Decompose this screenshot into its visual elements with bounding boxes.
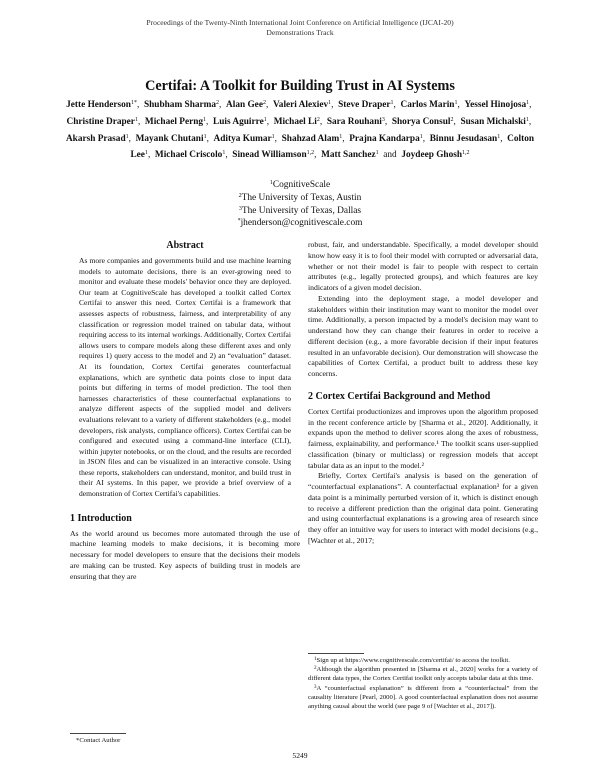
footnote: $^1$Sign up at https://www.cognitivescale.com/certifai/ to access the toolkit. (314, 657, 510, 664)
author: Sinead Williamson$^{1,2}$ (232, 150, 315, 161)
contact-footnote-block (70, 733, 300, 745)
section-2-heading: 2 Cortex Certifai Background and Method (308, 390, 491, 402)
author: Prajna Kandarpa$^1$ (349, 133, 423, 144)
author: Christine Draper$^1$ (66, 116, 138, 127)
author: Jette Henderson$^{1*}$ (66, 100, 137, 110)
paragraph: robust, fair, and understandable. Specifically, a model developer should know how easy it is to fool their model with corrupted or adversarial data, whether or not their model is fair to people with respect to certain attributes (e.g., legally protected groups), and which features are key indicators of a given model decision. (308, 240, 538, 292)
author: Alan Gee$^2$ (226, 100, 266, 110)
footnote-rule (308, 653, 364, 654)
author: Colton Lee$^1$ (130, 133, 535, 161)
contact-footnote: *Contact Author (76, 737, 121, 744)
paragraph: Cortex Certifai productionizes and improves upon the algorithm proposed in the recent conference article by [Sharma et al., 2020]. Additionally, it expands upon the method to deliver scores along the axes of robustness, fairness, explainability, and performance.¹ The toolkit scans user-supplied classification (binary or multiclass) or regression models that accept tabular data as an input to the model.² (308, 406, 538, 470)
author: Matt Sanchez$^1$ (321, 150, 379, 161)
author: Akarsh Prasad$^1$ (65, 133, 129, 144)
author: Sara Rouhani$^3$ (326, 116, 385, 127)
author: Binnu Jesudasan$^1$ (429, 133, 501, 144)
author: Michael Perng$^1$ (144, 116, 207, 127)
page-header (0, 18, 600, 38)
page-number: 5249 (292, 751, 308, 760)
introduction-text: As the world around us becomes more automated through the use of machine learning models to make decisions, it is becoming more necessary for model developers to ensure that the decisions their models are making can be trusted. Key aspects of building trust in models are ensuring that they are (70, 528, 300, 581)
paper-title: Certifai: A Toolkit for Building Trust in AI Systems (145, 78, 455, 94)
contact-email: *jhenderson@cognitivescale.com (237, 218, 363, 228)
author: Michael Li$^2$ (273, 116, 320, 127)
footnotes (308, 653, 538, 711)
left-column (70, 240, 300, 582)
abstract-text: As more companies and governments build and use machine learning models to automate decisions, there is an ever-growing need to monitor and evaluate these models' behavior once they are deployed. Our team at CognitiveScale has developed a toolkit called Cortex Certifai to answer this need. Cortex Certifai is a framework that assesses aspects of robustness, fairness, and interpretability of any classification or regression model trained on tabular data, without requiring access to its internal workings. Additionally, Cortex Certifai allows users to compare models along these different axes and only requires 1) query access to the model and 2) an “evaluation” dataset. At its foundation, Cortex Certifai generates counterfactual explanations, which are synthetic data points close to input data points but differing in terms of model prediction. The tool then harnesses characteristics of these counterfactual explanations to analyze different aspects of the supplied model and delivers evaluations relevant to a variety of different stakeholders (e.g., model developers, risk analysts, compliance officers). Cortex Certifai can be configured and executed using a command-line interface (CLI), within jupyter notebooks, or on the cloud, and the results are recorded in JSON files and can be visualized in an interactive console. Using these reports, stakeholders can understand, monitor, and build trust in their AI systems. In this paper, we provide a brief overview of a demonstration of Cortex Certifai's capabilities. (79, 256, 291, 499)
author: Joydeep Ghosh$^{1,2}$ (401, 150, 470, 161)
author: Aditya Kumar$^1$ (213, 133, 275, 144)
author-list: Jette Henderson$^{1*}$, Shubham Sharma$^2$, Alan Gee$^2$, Valeri Alexiev$^1$, Steve Draper$^1$, Carlos Marin$^1$, Yessel Hinojosa$^1$, Christine Draper$^1$, Michael Perng$^1$, Luis Aguirre$^1$, Michael Li$^2$, Sara Rouhani$^3$, Shorya Consul$^2$, Susan Michalski$^1$, Akarsh Prasad$^1$, Mayank Chutani$^1$, Aditya Kumar$^1$, Shahzad Alam$^1$, Prajna Kandarpa$^1$, Binnu Jesudasan$^1$, Colton Lee$^1$, Michael Criscolo$^1$, Sinead Williamson$^{1,2}$, Matt Sanchez$^1$ and Joydeep Ghosh$^{1,2}$ (65, 100, 535, 161)
affiliation: $^1$CognitiveScale (269, 180, 331, 190)
footnote: $^3$A “counterfactual explanation” is different from a “counterfactual” from the causality literature [Pearl, 2000]. A good counterfactual explanation does not assume anything causal about the world (see page 9 of [Wachter et al., 2017]). (308, 684, 538, 711)
introduction-heading: 1 Introduction (70, 512, 132, 524)
footnote: $^2$Although the algorithm presented in [Sharma et al., 2020] works for a variety of different data types, the Cortex Certifai toolkit only accepts tabular data at this time. (308, 666, 538, 683)
affiliation: $^3$The University of Texas, Dallas (238, 206, 362, 216)
author: Valeri Alexiev$^1$ (272, 100, 332, 110)
track-line: Demonstrations Track (266, 28, 334, 37)
abstract-heading: Abstract (166, 240, 204, 251)
author: Shahzad Alam$^1$ (281, 133, 343, 144)
author: Steve Draper$^1$ (338, 100, 394, 110)
affiliation: $^2$The University of Texas, Austin (238, 193, 362, 203)
author: Yessel Hinojosa$^1$ (464, 100, 530, 110)
author: Shorya Consul$^2$ (391, 116, 454, 127)
author: Mayank Chutani$^1$ (135, 133, 207, 144)
author: Carlos Marin$^1$ (400, 100, 458, 110)
footnote-rule (70, 733, 126, 734)
paragraph: Briefly, Cortex Certifai's analysis is based on the generation of “counterfactual explanations”. A counterfactual explanation³ for a given data point is a minimally perturbed version of it, which is distinct enough to receive a different prediction than the original data point. Generating and using counterfactual explanations is a growing area of research since they offer an intuitive way for users to interact with model decisions (e.g., [Wachter et al., 2017; (308, 471, 538, 545)
right-column (308, 240, 538, 547)
author: Michael Criscolo$^1$ (154, 150, 226, 161)
proceedings-line: Proceedings of the Twenty-Ninth International Joint Conference on Artificial Intelligence (IJCAI-20) (146, 18, 454, 27)
paragraph: Extending into the deployment stage, a model developer and stakeholders within their institution may want to monitor the model over time. Additionally, a person impacted by a model's decision may want to understand how they can change their features in order to receive a different decision (e.g., a more favorable decision if their input features resulted in an unfavorable decision). Our demonstration will showcase the capabilities of Cortex Certifai, a product built to address these key concerns. (308, 293, 538, 378)
author: Susan Michalski$^1$ (460, 116, 529, 127)
author: Shubham Sharma$^2$ (143, 100, 220, 110)
author: Luis Aguirre$^1$ (213, 116, 267, 127)
